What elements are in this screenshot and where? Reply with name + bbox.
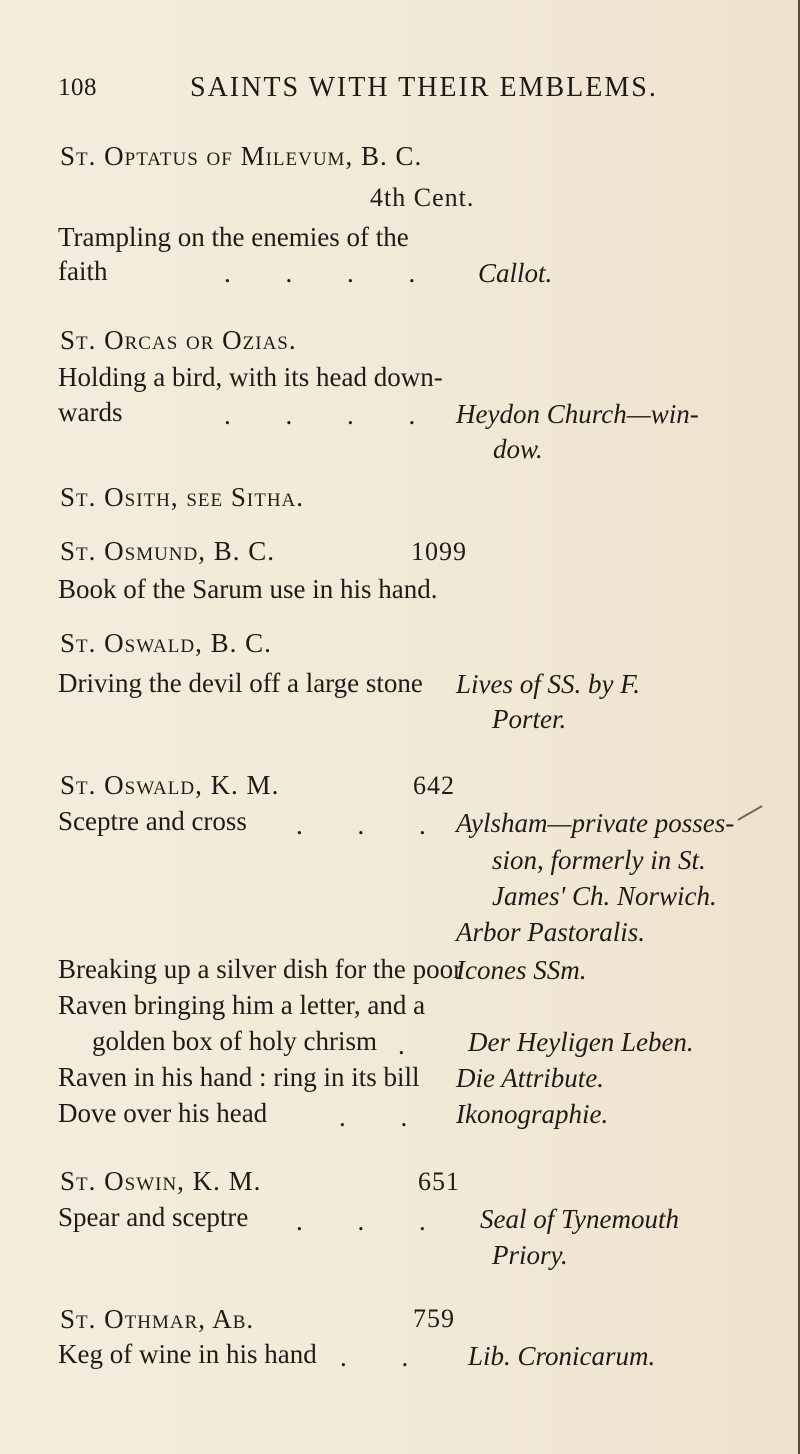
optatus-source: Callot. xyxy=(478,258,553,288)
oswin-source-line-2: Priory. xyxy=(492,1240,568,1270)
saint-othmar-heading: St. Othmar, Ab. xyxy=(60,1304,255,1334)
othmar-leader: . . xyxy=(340,1342,433,1372)
saint-optatus-date: 4th Cent. xyxy=(370,183,475,212)
oswald-king-source-2: Icones SSm. xyxy=(456,955,587,985)
oswald-king-emblem-1: Sceptre and cross xyxy=(58,806,247,836)
orcas-source-line-2: dow. xyxy=(493,434,543,464)
saint-oswald-bishop-heading: St. Oswald, B. C. xyxy=(60,628,272,658)
oswald-king-emblem-2: Breaking up a silver dish for the poor xyxy=(58,954,463,984)
oswald-king-emblem-5: Dove over his head xyxy=(58,1098,268,1128)
running-head: SAINTS WITH THEIR EMBLEMS. xyxy=(190,72,658,103)
oswin-source-line-1: Seal of Tynemouth xyxy=(480,1204,679,1234)
page-number: 108 xyxy=(58,74,97,101)
saint-othmar-date: 759 xyxy=(413,1304,455,1333)
oswald-king-emblem-3-line-2: golden box of holy chrism xyxy=(92,1026,377,1056)
orcas-leader-dots: . . . . xyxy=(224,400,440,430)
oswin-emblem: Spear and sceptre xyxy=(58,1202,249,1232)
oswald-bishop-source-line-2: Porter. xyxy=(492,704,567,734)
optatus-emblem-line-1: Trampling on the enemies of the xyxy=(58,222,409,252)
saint-oswin-heading: St. Oswin, K. M. xyxy=(60,1166,262,1196)
osmund-emblem: Book of the Sarum use in his hand. xyxy=(58,574,438,604)
oswald-king-emblem-3-line-1: Raven bringing him a letter, and a xyxy=(58,990,426,1020)
oswald-king-source-5: Ikonographie. xyxy=(456,1099,609,1129)
oswald-bishop-source-line-1: Lives of SS. by F. xyxy=(456,669,640,699)
oswald-king-leader-5: . . xyxy=(339,1102,432,1132)
oswald-king-leader-3: . xyxy=(398,1030,429,1060)
saint-oswald-king-date: 642 xyxy=(413,771,455,800)
saint-optatus-heading: St. Optatus of Milevum, B. C. xyxy=(60,141,423,171)
othmar-emblem: Keg of wine in his hand xyxy=(58,1339,317,1369)
oswald-king-leader-1: . . . xyxy=(296,810,450,840)
saint-oswin-date: 651 xyxy=(418,1167,460,1196)
saint-osmund-date: 1099 xyxy=(411,537,467,566)
oswald-bishop-emblem: Driving the devil off a large stone xyxy=(58,668,423,698)
saint-osith-cross-reference: St. Osith, see Sitha. xyxy=(60,482,305,512)
oswald-king-source-1-line-4: Arbor Pastoralis. xyxy=(456,917,646,947)
oswald-king-source-4: Die Attribute. xyxy=(456,1063,604,1093)
oswald-king-source-1-line-3: James' Ch. Norwich. xyxy=(492,881,717,911)
orcas-source-line-1: Heydon Church—win- xyxy=(456,399,699,429)
optatus-leader-dots: . . . . xyxy=(224,258,440,288)
oswin-leader: . . . xyxy=(296,1206,450,1236)
orcas-emblem-line-2: wards xyxy=(58,397,123,427)
oswald-king-emblem-4: Raven in his hand : ring in its bill xyxy=(58,1062,420,1092)
othmar-source: Lib. Cronicarum. xyxy=(468,1341,656,1371)
optatus-emblem-line-2: faith xyxy=(58,256,108,286)
saint-osmund-heading: St. Osmund, B. C. xyxy=(60,536,276,566)
saint-orcas-heading: St. Orcas or Ozias. xyxy=(60,325,297,355)
oswald-king-source-3: Der Heyligen Leben. xyxy=(468,1027,694,1057)
orcas-emblem-line-1: Holding a bird, with its head down- xyxy=(58,362,443,392)
oswald-king-source-1-line-2: sion, formerly in St. xyxy=(492,845,706,875)
saint-oswald-king-heading: St. Oswald, K. M. xyxy=(60,770,280,800)
pencil-mark xyxy=(737,805,762,821)
oswald-king-source-1-line-1: Aylsham—private posses- xyxy=(456,808,735,838)
